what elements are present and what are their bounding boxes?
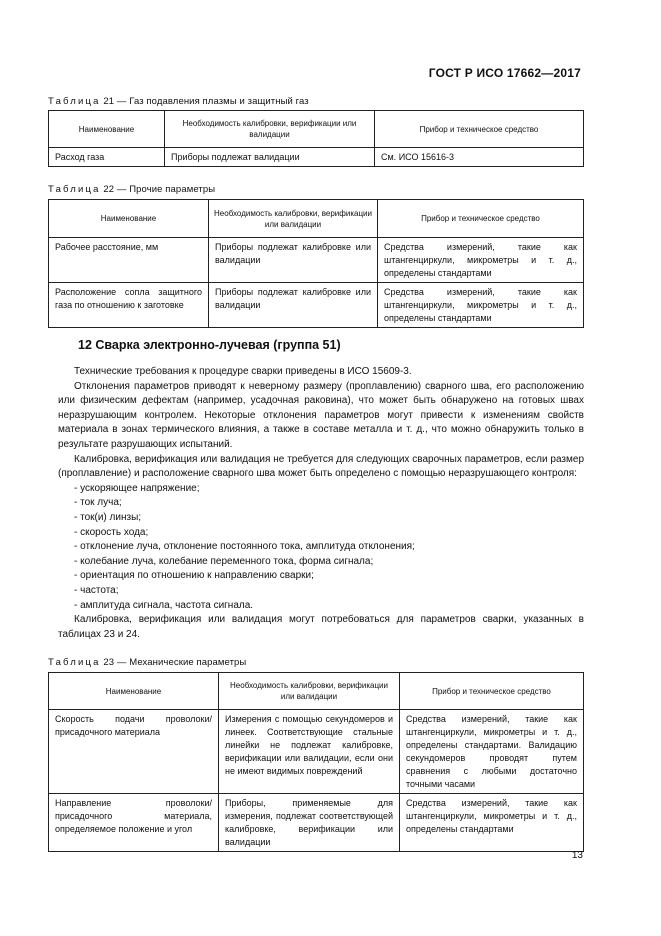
list-item: - ориентация по отношению к направлению сварки; [74, 570, 314, 582]
table23-cell: Средства измерений, такие как штангенциркули, микрометры и т. д., определены стандартами [400, 794, 584, 852]
table23-cell: Измерения с помощью секундомеров и линеек. Соответствующие стальные линейки не подлежат калибровке, верификации или валидации, если они не имеют видимых повреждений [219, 710, 400, 794]
table22-cell: Расположение сопла защитного газа по отношению к заготовке [49, 283, 209, 328]
page-number: 13 [571, 850, 583, 861]
table21-caption-text: 21 — Газ подавления плазмы и защитный газ [100, 96, 309, 107]
table22-caption [48, 184, 215, 195]
table23-caption [48, 657, 246, 668]
list-item: - отклонение луча, отклонение постоянного тока, амплитуда отклонения; [74, 541, 415, 553]
table21-caption [48, 96, 309, 107]
table22-cell: Приборы подлежат калибровке или валидации [209, 283, 378, 328]
paragraph: Калибровка, верификация или валидация могут потребоваться для параметров сварки, указанных в таблицах 23 и 24. [58, 614, 584, 640]
list-item: - ток луча; [74, 497, 122, 509]
table-row [49, 794, 584, 852]
table23-caption-prefix: Таблица [48, 657, 101, 668]
table23-cell: Направление проволоки/присадочного материала, определяемое положение и угол [49, 794, 219, 852]
table23-cell: Приборы, применяемые для измерения, подлежат соответствующей калибровке, верификации или валидации [219, 794, 400, 852]
list-item: - ток(и) линзы; [74, 511, 142, 523]
table21-header-name: Наименование [49, 111, 165, 148]
table22-header-necessity: Необходимость калибровки, верификации или валидации [209, 200, 378, 238]
parameter-list [58, 482, 584, 613]
table23-cell: Средства измерений, такие как штангенциркули, микрометры и т. д., определены стандартами. Валидацию секундомеров проводят путем сравнения с любыми достаточно точными часами [400, 710, 584, 794]
table22-header-name: Наименование [49, 200, 209, 238]
section-body [58, 365, 584, 642]
table22-cell: Средства измерений, такие как штангенциркули, микрометры и т. д., определены стандартами [378, 283, 584, 328]
table22-cell: Приборы подлежат калибровке или валидации [209, 238, 378, 283]
list-item: - частота; [74, 584, 119, 596]
table22-caption-text: 22 — Прочие параметры [100, 184, 216, 195]
table23-cell: Скорость подачи проволоки/присадочного материала [49, 710, 219, 794]
table22-header-instrument: Прибор и техническое средство [378, 200, 584, 238]
table22 [48, 199, 584, 328]
table21-cell: См. ИСО 15616-3 [375, 148, 584, 167]
table21-cell: Приборы подлежат валидации [165, 148, 375, 167]
table-row [49, 148, 584, 167]
table-row [49, 283, 584, 328]
table21-header-necessity: Необходимость калибровки, верификации или валидации [165, 111, 375, 148]
table22-cell: Рабочее расстояние, мм [49, 238, 209, 283]
table-row [49, 710, 584, 794]
table21-cell: Расход газа [49, 148, 165, 167]
paragraph: Технические требования к процедуре сварки приведены в ИСО 15609-3. [74, 366, 412, 377]
table23-header-name: Наименование [49, 673, 219, 710]
document-header: ГОСТ Р ИСО 17662—2017 [428, 66, 581, 80]
table23-caption-text: 23 — Механические параметры [100, 657, 247, 668]
list-item: - скорость хода; [74, 526, 149, 538]
table22-cell: Средства измерений, такие как штангенциркули, микрометры и т. д., определены стандартами [378, 238, 584, 283]
table21 [48, 110, 584, 167]
table22-caption-prefix: Таблица [48, 184, 101, 195]
table21-header-instrument: Прибор и техническое средство [375, 111, 584, 148]
paragraph: Отклонения параметров приводят к неверному размеру (проплавлению) сварного шва, его расположению или физическим дефектам (например, усадочная раковина), что может быть обнаружено на готовых швах неразрушающим контролем. Некоторые отклонения параметров могут привести к изменениям свойств материала в зонах термического влияния, а также в составе металла и т. д., что можно обнаружить только в результате разрушающих испытаний. [58, 380, 584, 450]
paragraph: Калибровка, верификация или валидация не требуется для следующих сварочных параметров, если размер (проплавление) и расположение сварного шва может быть определено с помощью неразрушающего контроля: [58, 453, 584, 480]
list-item: - амплитуда сигнала, частота сигнала. [74, 599, 254, 611]
table23-header-instrument: Прибор и техническое средство [400, 673, 584, 710]
table23 [48, 672, 584, 852]
list-item: - ускоряющее напряжение; [74, 482, 200, 494]
section-title: 12 Сварка электронно-лучевая (группа 51) [78, 338, 341, 352]
table-row [49, 238, 584, 283]
list-item: - колебание луча, колебание переменного тока, форма сигнала; [74, 555, 374, 567]
table21-caption-prefix: Таблица [48, 96, 101, 107]
table23-header-necessity: Необходимость калибровки, верификации или валидации [219, 673, 400, 710]
